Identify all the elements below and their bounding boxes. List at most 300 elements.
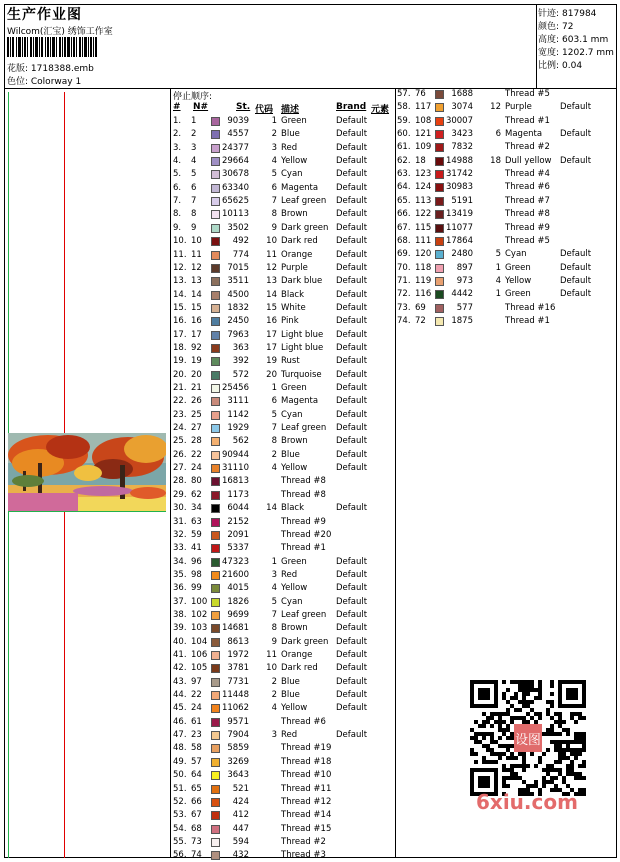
row-seq: 15. — [173, 302, 187, 313]
row-number: 116 — [415, 289, 432, 300]
color-swatch — [435, 90, 444, 99]
row-number: 80 — [191, 476, 202, 487]
color-swatch — [211, 331, 220, 340]
row-stitches: 2152 — [227, 516, 249, 527]
row-stitches: 90944 — [221, 449, 249, 460]
row-brand: Default — [336, 369, 368, 380]
row-seq: 29. — [173, 489, 187, 500]
row-brand: Default — [336, 583, 368, 594]
table-row — [397, 302, 617, 315]
row-code: 14 — [266, 503, 277, 514]
color-swatch — [211, 424, 220, 433]
row-code: 7 — [271, 609, 277, 620]
row-stitches: 5191 — [451, 195, 473, 206]
row-description: Light blue — [281, 329, 324, 340]
row-description: Thread #2 — [281, 836, 326, 847]
color-swatch — [211, 397, 220, 406]
row-number: 64 — [191, 770, 202, 781]
color-swatch — [211, 584, 220, 593]
row-description: Yellow — [281, 583, 308, 594]
row-description: Thread #1 — [505, 115, 550, 126]
row-seq: 33. — [173, 543, 187, 554]
color-swatch — [211, 197, 220, 206]
row-brand: Default — [560, 262, 592, 273]
row-number: 22 — [191, 690, 202, 701]
row-description: Orange — [281, 249, 313, 260]
row-code: 11 — [266, 650, 277, 660]
row-code: 13 — [266, 276, 277, 287]
table-row — [173, 289, 393, 302]
color-swatch — [211, 157, 220, 166]
color-swatch — [211, 718, 220, 727]
row-seq: 1. — [173, 116, 182, 126]
header-right-divider — [536, 4, 537, 89]
row-description: Dark red — [281, 236, 318, 247]
row-stitches: 65625 — [221, 196, 249, 207]
table-row — [173, 716, 393, 729]
row-number: 68 — [191, 823, 202, 834]
row-seq: 59. — [397, 115, 411, 126]
row-code: 4 — [271, 463, 277, 474]
row-seq: 21. — [173, 383, 187, 393]
row-stitches: 47323 — [221, 556, 249, 567]
table-row — [173, 849, 393, 862]
color-swatch — [211, 317, 220, 326]
row-seq: 27. — [173, 463, 187, 474]
table-row — [173, 729, 393, 742]
row-stitches: 10113 — [221, 209, 249, 220]
table-row — [397, 262, 617, 275]
row-brand: Default — [336, 409, 368, 420]
row-stitches: 7904 — [227, 730, 249, 741]
row-seq: 71. — [397, 275, 411, 286]
row-stitches: 432 — [232, 850, 249, 861]
table-row — [397, 275, 617, 288]
row-number: 109 — [415, 142, 432, 153]
row-stitches: 594 — [232, 836, 249, 847]
row-stitches: 9571 — [227, 716, 249, 727]
table-row — [173, 195, 393, 208]
table-row — [397, 195, 617, 208]
row-code: 18 — [490, 155, 501, 166]
table-row — [173, 422, 393, 435]
row-brand: Default — [336, 182, 368, 193]
row-number: 6 — [191, 182, 197, 193]
color-swatch — [211, 237, 220, 246]
color-swatch — [211, 638, 220, 647]
row-seq: 42. — [173, 663, 187, 674]
row-stitches: 7963 — [227, 329, 249, 340]
row-stitches: 11077 — [445, 222, 473, 233]
row-seq: 61. — [397, 142, 411, 153]
column-divider — [395, 88, 396, 858]
table-row — [173, 596, 393, 609]
row-seq: 25. — [173, 436, 187, 447]
color-swatch — [211, 451, 220, 460]
row-brand: Default — [560, 289, 592, 300]
row-seq: 28. — [173, 476, 187, 487]
row-code: 2 — [271, 690, 277, 701]
row-seq: 12. — [173, 262, 187, 273]
row-description: Cyan — [281, 596, 303, 607]
row-code: 2 — [271, 676, 277, 687]
color-swatch — [435, 237, 444, 246]
row-stitches: 16813 — [221, 476, 249, 487]
stat-label: 高度: — [538, 35, 560, 45]
row-brand: Default — [336, 302, 368, 313]
row-number: 72 — [415, 315, 426, 326]
watermark-logo: 6xiu.com — [476, 790, 578, 814]
color-swatch — [211, 491, 220, 500]
row-stitches: 412 — [232, 810, 249, 821]
color-swatch — [211, 304, 220, 313]
row-number: 121 — [415, 129, 432, 140]
table-row — [173, 809, 393, 822]
row-seq: 46. — [173, 716, 187, 727]
row-brand: Default — [560, 249, 592, 260]
row-brand: Default — [336, 676, 368, 687]
row-stitches: 2450 — [227, 316, 249, 327]
row-description: Magenta — [281, 396, 319, 407]
row-number: 102 — [191, 609, 208, 620]
row-stitches: 21600 — [221, 569, 249, 580]
row-brand: Default — [336, 156, 368, 167]
row-stitches: 572 — [232, 369, 249, 380]
row-seq: 44. — [173, 690, 187, 701]
col-header-no: N# — [193, 102, 209, 112]
color-swatch — [211, 731, 220, 740]
row-stitches: 14681 — [221, 623, 249, 634]
col-header-brand: Brand — [336, 102, 367, 112]
row-stitches: 30983 — [445, 182, 473, 193]
row-description: White — [281, 302, 306, 313]
row-description: Black — [281, 289, 304, 300]
row-number: 59 — [191, 529, 202, 540]
color-swatch — [211, 664, 220, 673]
row-description: Yellow — [281, 463, 308, 474]
row-brand: Default — [336, 396, 368, 407]
table-row — [173, 502, 393, 515]
row-code: 8 — [271, 436, 277, 447]
row-brand: Default — [336, 556, 368, 567]
row-stitches: 14988 — [445, 155, 473, 166]
row-description: Thread #5 — [505, 235, 550, 246]
sequence-title: 停止顺序: — [173, 92, 213, 102]
stat-value: 603.1 mm — [562, 35, 609, 45]
row-description: Brown — [281, 209, 308, 220]
row-brand: Default — [336, 623, 368, 634]
row-code: 6 — [271, 396, 277, 407]
row-description: Thread #12 — [281, 796, 332, 807]
row-description: Magenta — [281, 182, 319, 193]
row-stitches: 30007 — [445, 115, 473, 126]
row-stitches: 1826 — [227, 596, 249, 607]
color-swatch — [211, 758, 220, 767]
row-number: 122 — [415, 209, 432, 220]
row-stitches: 30678 — [221, 169, 249, 180]
row-code: 17 — [266, 342, 277, 353]
row-description: Dark green — [281, 636, 329, 647]
row-brand: Default — [336, 342, 368, 353]
row-seq: 3. — [173, 142, 182, 153]
row-number: 92 — [191, 342, 202, 353]
color-swatch — [435, 103, 444, 112]
row-seq: 64. — [397, 182, 411, 193]
color-swatch — [435, 143, 444, 152]
col-header-description: 描述 — [281, 105, 300, 115]
row-stitches: 4557 — [227, 129, 249, 140]
row-number: 99 — [191, 583, 202, 594]
row-code: 5 — [271, 169, 277, 180]
row-number: 106 — [191, 650, 208, 660]
row-description: Purple — [281, 262, 308, 273]
row-number: 41 — [191, 543, 202, 554]
row-number: 10 — [191, 236, 202, 247]
row-description: Yellow — [505, 275, 532, 286]
table-row — [173, 128, 393, 141]
row-number: 7 — [191, 196, 197, 207]
row-seq: 56. — [173, 850, 187, 861]
qr-code — [470, 680, 586, 796]
row-seq: 70. — [397, 262, 411, 273]
row-stitches: 5859 — [227, 743, 249, 754]
row-seq: 57. — [397, 89, 411, 99]
color-swatch — [211, 571, 220, 580]
row-seq: 17. — [173, 329, 187, 340]
color-swatch — [211, 170, 220, 179]
color-swatch — [211, 144, 220, 153]
row-description: Thread #1 — [505, 315, 550, 326]
row-stitches: 1142 — [227, 409, 249, 420]
row-description: Pink — [281, 316, 299, 327]
table-row — [173, 235, 393, 248]
row-code: 5 — [495, 249, 501, 260]
row-brand: Default — [336, 142, 368, 153]
table-row — [397, 248, 617, 261]
row-description: Yellow — [281, 156, 308, 167]
row-stitches: 9699 — [227, 609, 249, 620]
row-stitches: 424 — [232, 796, 249, 807]
row-code: 9 — [271, 636, 277, 647]
color-swatch — [435, 250, 444, 259]
row-description: Dull yellow — [505, 155, 552, 166]
row-stitches: 2091 — [227, 529, 249, 540]
table-row — [173, 222, 393, 235]
table-row — [173, 208, 393, 221]
row-seq: 18. — [173, 342, 187, 353]
table-row — [173, 329, 393, 342]
row-stitches: 11448 — [221, 690, 249, 701]
row-brand: Default — [336, 356, 368, 367]
row-brand: Default — [336, 129, 368, 140]
row-stitches: 31742 — [445, 169, 473, 180]
row-code: 14 — [266, 289, 277, 300]
color-swatch — [211, 518, 220, 527]
row-brand: Default — [336, 730, 368, 741]
table-row — [397, 235, 617, 248]
table-row — [397, 288, 617, 301]
row-number: 76 — [415, 89, 426, 99]
color-swatch — [211, 744, 220, 753]
row-seq: 67. — [397, 222, 411, 233]
table-row — [173, 783, 393, 796]
row-description: Dark blue — [281, 276, 323, 287]
row-description: Thread #8 — [281, 476, 326, 487]
row-stitches: 3269 — [227, 756, 249, 767]
row-brand: Default — [336, 276, 368, 287]
table-row — [397, 115, 617, 128]
row-code: 19 — [266, 356, 277, 367]
row-stitches: 973 — [456, 275, 473, 286]
row-description: Thread #6 — [281, 716, 326, 727]
row-description: Thread #1 — [281, 543, 326, 554]
row-brand: Default — [336, 449, 368, 460]
row-description: Leaf green — [281, 423, 327, 434]
row-code: 4 — [495, 275, 501, 286]
color-swatch — [435, 117, 444, 126]
row-number: 123 — [415, 169, 432, 180]
table-row — [173, 449, 393, 462]
row-number: 20 — [191, 369, 202, 380]
row-number: 58 — [191, 743, 202, 754]
row-number: 108 — [415, 115, 432, 126]
row-code: 4 — [271, 703, 277, 714]
row-stitches: 1875 — [451, 315, 473, 326]
row-number: 23 — [191, 730, 202, 741]
row-seq: 19. — [173, 356, 187, 367]
row-number: 69 — [415, 302, 426, 313]
row-stitches: 492 — [232, 236, 249, 247]
row-seq: 5. — [173, 169, 182, 180]
stat-label: 宽度: — [538, 48, 560, 58]
row-seq: 30. — [173, 503, 187, 514]
color-swatch — [211, 798, 220, 807]
color-swatch — [211, 704, 220, 713]
qr-stamp-text: 设图 — [515, 733, 541, 748]
row-number: 4 — [191, 156, 197, 167]
row-description: Orange — [281, 650, 313, 660]
green-guide-bottom — [8, 511, 166, 512]
color-swatch — [211, 825, 220, 834]
row-code: 3 — [271, 730, 277, 741]
row-seq: 50. — [173, 770, 187, 781]
row-stitches: 4442 — [451, 289, 473, 300]
stat-row — [538, 6, 596, 19]
row-seq: 69. — [397, 249, 411, 260]
row-description: Thread #10 — [281, 770, 332, 781]
row-number: 115 — [415, 222, 432, 233]
row-description: Blue — [281, 690, 300, 701]
color-swatch — [435, 304, 444, 313]
table-row — [173, 702, 393, 715]
row-number: 117 — [415, 102, 432, 113]
row-number: 105 — [191, 663, 208, 674]
color-swatch — [435, 264, 444, 273]
row-code: 12 — [490, 102, 501, 113]
row-seq: 24. — [173, 423, 187, 434]
row-seq: 34. — [173, 556, 187, 567]
row-description: Red — [281, 569, 298, 580]
row-brand: Default — [336, 289, 368, 300]
col-header-seq: # — [173, 102, 181, 112]
row-description: Thread #9 — [281, 516, 326, 527]
row-stitches: 63340 — [221, 182, 249, 193]
row-number: 24 — [191, 703, 202, 714]
row-stitches: 1688 — [451, 89, 473, 99]
row-description: Thread #7 — [505, 195, 550, 206]
row-seq: 45. — [173, 703, 187, 714]
color-swatch — [211, 344, 220, 353]
row-stitches: 897 — [456, 262, 473, 273]
table-row — [397, 128, 617, 141]
row-code: 8 — [271, 209, 277, 220]
row-stitches: 7832 — [451, 142, 473, 153]
row-description: Thread #8 — [505, 209, 550, 220]
row-description: Thread #14 — [281, 810, 332, 821]
table-row — [397, 315, 617, 328]
row-stitches: 7015 — [227, 262, 249, 273]
row-stitches: 774 — [232, 249, 249, 260]
table-row — [173, 796, 393, 809]
table-row — [397, 155, 617, 168]
row-seq: 63. — [397, 169, 411, 180]
color-swatch — [211, 624, 220, 633]
table-row — [173, 155, 393, 168]
row-seq: 40. — [173, 636, 187, 647]
row-seq: 38. — [173, 609, 187, 620]
row-stitches: 1972 — [227, 650, 249, 660]
row-number: 96 — [191, 556, 202, 567]
table-row — [173, 516, 393, 529]
color-swatch — [435, 224, 444, 233]
row-seq: 51. — [173, 783, 187, 794]
row-stitches: 4015 — [227, 583, 249, 594]
row-description: Blue — [281, 676, 300, 687]
row-code: 3 — [271, 569, 277, 580]
color-swatch — [211, 785, 220, 794]
row-description: Brown — [281, 436, 308, 447]
row-number: 100 — [191, 596, 208, 607]
row-number: 25 — [191, 409, 202, 420]
row-stitches: 3511 — [227, 276, 249, 287]
row-brand: Default — [336, 236, 368, 247]
row-stitches: 2480 — [451, 249, 473, 260]
stat-label: 颜色: — [538, 22, 560, 32]
row-stitches: 363 — [232, 342, 249, 353]
row-number: 65 — [191, 783, 202, 794]
row-seq: 62. — [397, 155, 411, 166]
row-description: Brown — [281, 623, 308, 634]
row-number: 66 — [191, 796, 202, 807]
color-swatch — [435, 210, 444, 219]
row-description: Thread #5 — [505, 89, 550, 99]
row-brand: Default — [336, 383, 368, 393]
row-code: 1 — [271, 383, 277, 393]
row-description: Blue — [281, 449, 300, 460]
row-number: 18 — [415, 155, 426, 166]
row-description: Thread #3 — [281, 850, 326, 861]
row-number: 11 — [191, 249, 202, 260]
row-stitches: 25456 — [221, 383, 249, 393]
row-seq: 55. — [173, 836, 187, 847]
col-header-code: 代码 — [255, 105, 274, 115]
table-row — [173, 369, 393, 382]
row-number: 97 — [191, 676, 202, 687]
row-stitches: 1832 — [227, 302, 249, 313]
row-description: Dark green — [281, 222, 329, 233]
row-description: Light blue — [281, 342, 324, 353]
row-description: Dark red — [281, 663, 318, 674]
